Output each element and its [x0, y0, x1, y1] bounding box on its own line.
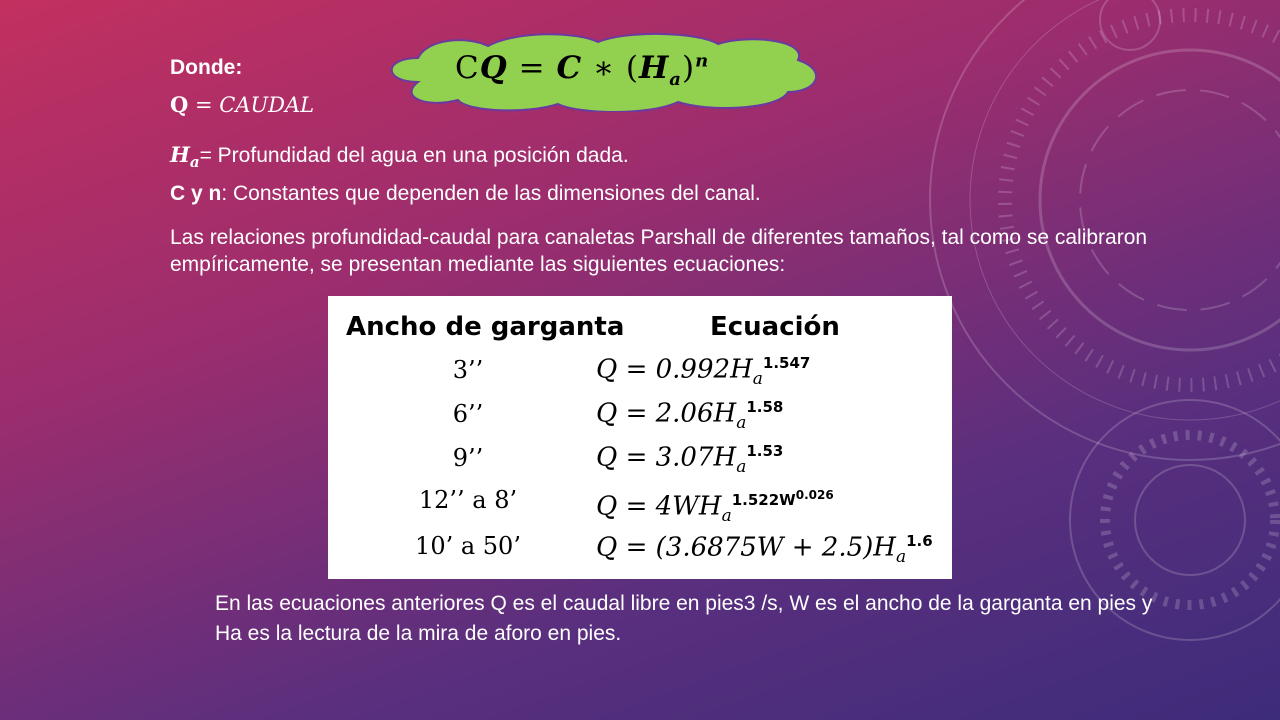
row-3-equation: $Q = 3.07H_a^{1.53}$ — [596, 442, 784, 477]
main-formula — [455, 50, 709, 90]
row-2-equation: $Q = 2.06H_a^{1.58}$ — [596, 398, 784, 433]
formula-h: H — [639, 50, 670, 86]
formula-c: C — [556, 50, 583, 86]
ha-sub: a — [189, 153, 200, 172]
definition-ha — [170, 142, 629, 172]
q-symbol: Q — [170, 92, 189, 117]
cn-label: C y n — [170, 182, 222, 205]
row-5-width: 10’ a 50’ — [415, 532, 521, 560]
definition-q — [170, 92, 314, 118]
row-4-width: 12’’ a 8’ — [418, 486, 518, 514]
row-5-equation: $Q = (3.6875W + 2.5)H_a^{1.6}$ — [596, 532, 933, 567]
definition-cn — [170, 182, 761, 206]
formula-close: ) — [681, 50, 696, 86]
ha-symbol: H — [170, 142, 190, 167]
formula-exp: n — [695, 50, 710, 72]
row-1-equation: $Q = 0.992H_a^{1.547}$ — [596, 354, 811, 389]
q-value: CAUDAL — [219, 93, 315, 117]
equations-table — [328, 296, 952, 579]
row-4-equation: $Q = 4WH_a^{1.522W^{0.026}}$ — [596, 488, 834, 526]
formula-h-sub: a — [669, 69, 682, 91]
formula-prefix: C — [455, 50, 480, 86]
cn-text: : Constantes que dependen de las dimensiones del canal. — [221, 182, 761, 205]
q-eq: = — [188, 93, 220, 117]
row-1-width: 3’’ — [452, 356, 484, 384]
definitions-heading: Donde: — [170, 56, 243, 79]
row-2-width: 6’’ — [452, 400, 484, 428]
formula-eq: = — [507, 50, 557, 86]
row-3-width: 9’’ — [452, 444, 484, 472]
header-width: Ancho de garganta — [346, 312, 625, 342]
formula-q: Q — [479, 50, 508, 86]
footnote-paragraph: En las ecuaciones anteriores Q es el caudal libre en pies3 /s, W es el ancho de la garganta en pies y Ha es la lectura de la mira de aforo en pies. — [215, 592, 1153, 645]
ha-text: = Profundidad del agua en una posición dada. — [199, 144, 629, 167]
formula-op: ∗ ( — [582, 50, 639, 86]
header-equation: Ecuación — [710, 312, 840, 342]
intro-paragraph: Las relaciones profundidad-caudal para canaletas Parshall de diferentes tamaños, tal como se calibraron empíricamente, se presentan mediante las siguientes ecuaciones: — [170, 226, 1148, 276]
